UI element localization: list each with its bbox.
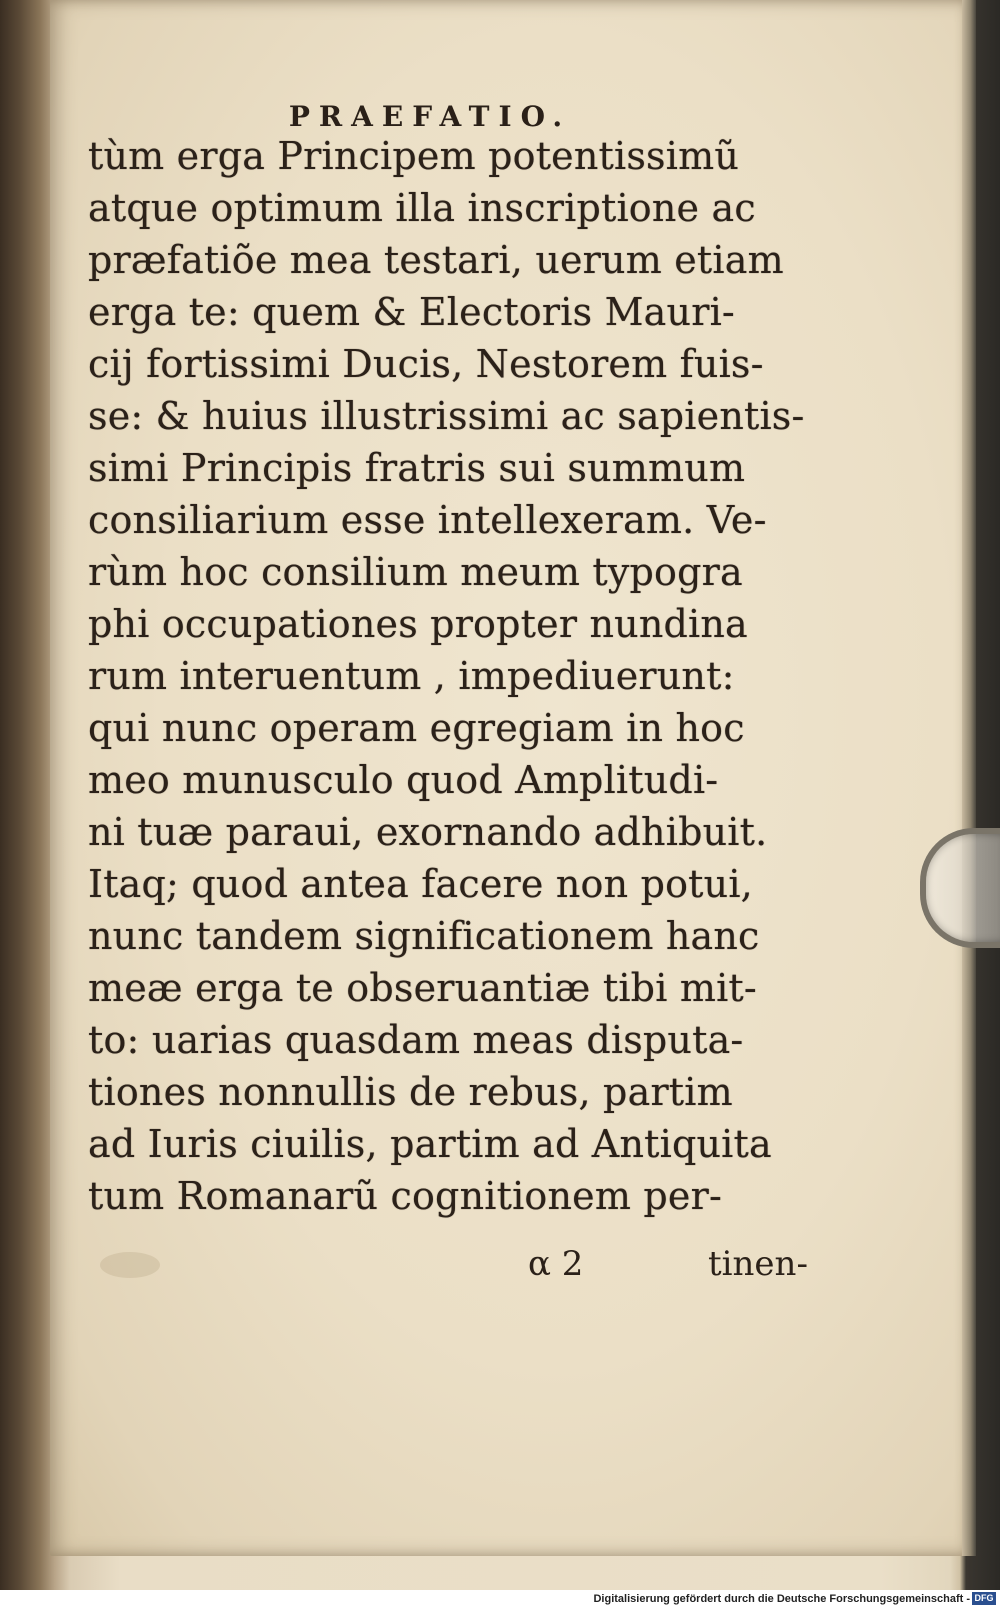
text-line: præfatiõe mea testari, uerum etiam — [88, 238, 784, 282]
catchword: tinen- — [708, 1244, 808, 1284]
text-line: to: uarias quasdam meas disputa- — [88, 1018, 744, 1062]
running-head: PRAEFATIO. — [288, 100, 572, 133]
text-line: ni tuæ paraui, exornando adhibuit. — [88, 810, 768, 854]
text-line: simi Principis fratris sui summum — [88, 446, 746, 490]
text-line: cij fortissimi Ducis, Nestorem fuis- — [88, 342, 764, 386]
signature-mark: α 2 — [528, 1244, 584, 1284]
text-line: rùm hoc consilium meum typogra — [88, 550, 743, 594]
text-line: atque optimum illa inscriptione ac — [88, 186, 756, 230]
text-line: phi occupationes propter nundina — [88, 602, 748, 646]
page-edge — [962, 0, 976, 1556]
text-line: meo munusculo quod Amplitudi- — [88, 758, 719, 802]
text-block — [88, 130, 805, 1222]
text-line: erga te: quem & Electoris Mauri- — [88, 290, 735, 334]
text-line: tum Romanarũ cognitionem per- — [88, 1174, 722, 1218]
text-line: qui nunc operam egregiam in hoc — [88, 706, 745, 750]
text-line: Itaq; quod antea facere non potui, — [88, 862, 753, 906]
text-line: ad Iuris ciuilis, partim ad Antiquita — [88, 1122, 772, 1166]
text-line: rum interuentum , impediuerunt: — [88, 654, 735, 698]
text-line: se: & huius illustrissimi ac sapientis- — [88, 394, 805, 438]
text-line: nunc tandem significationem hanc — [88, 914, 760, 958]
text-line: tiones nonnullis de rebus, partim — [88, 1070, 733, 1114]
dfg-logo: DFG — [972, 1592, 996, 1605]
digitization-credit: Digitalisierung gefördert durch die Deutsche Forschungsgemeinschaft - — [593, 1593, 970, 1605]
page-footer — [88, 1238, 808, 1290]
text-line: meæ erga te obseruantiæ tibi mit- — [88, 966, 757, 1010]
text-line: tùm erga Principem potentissimũ — [88, 134, 740, 178]
text-line: consiliarium esse intellexeram. Ve- — [88, 498, 767, 542]
